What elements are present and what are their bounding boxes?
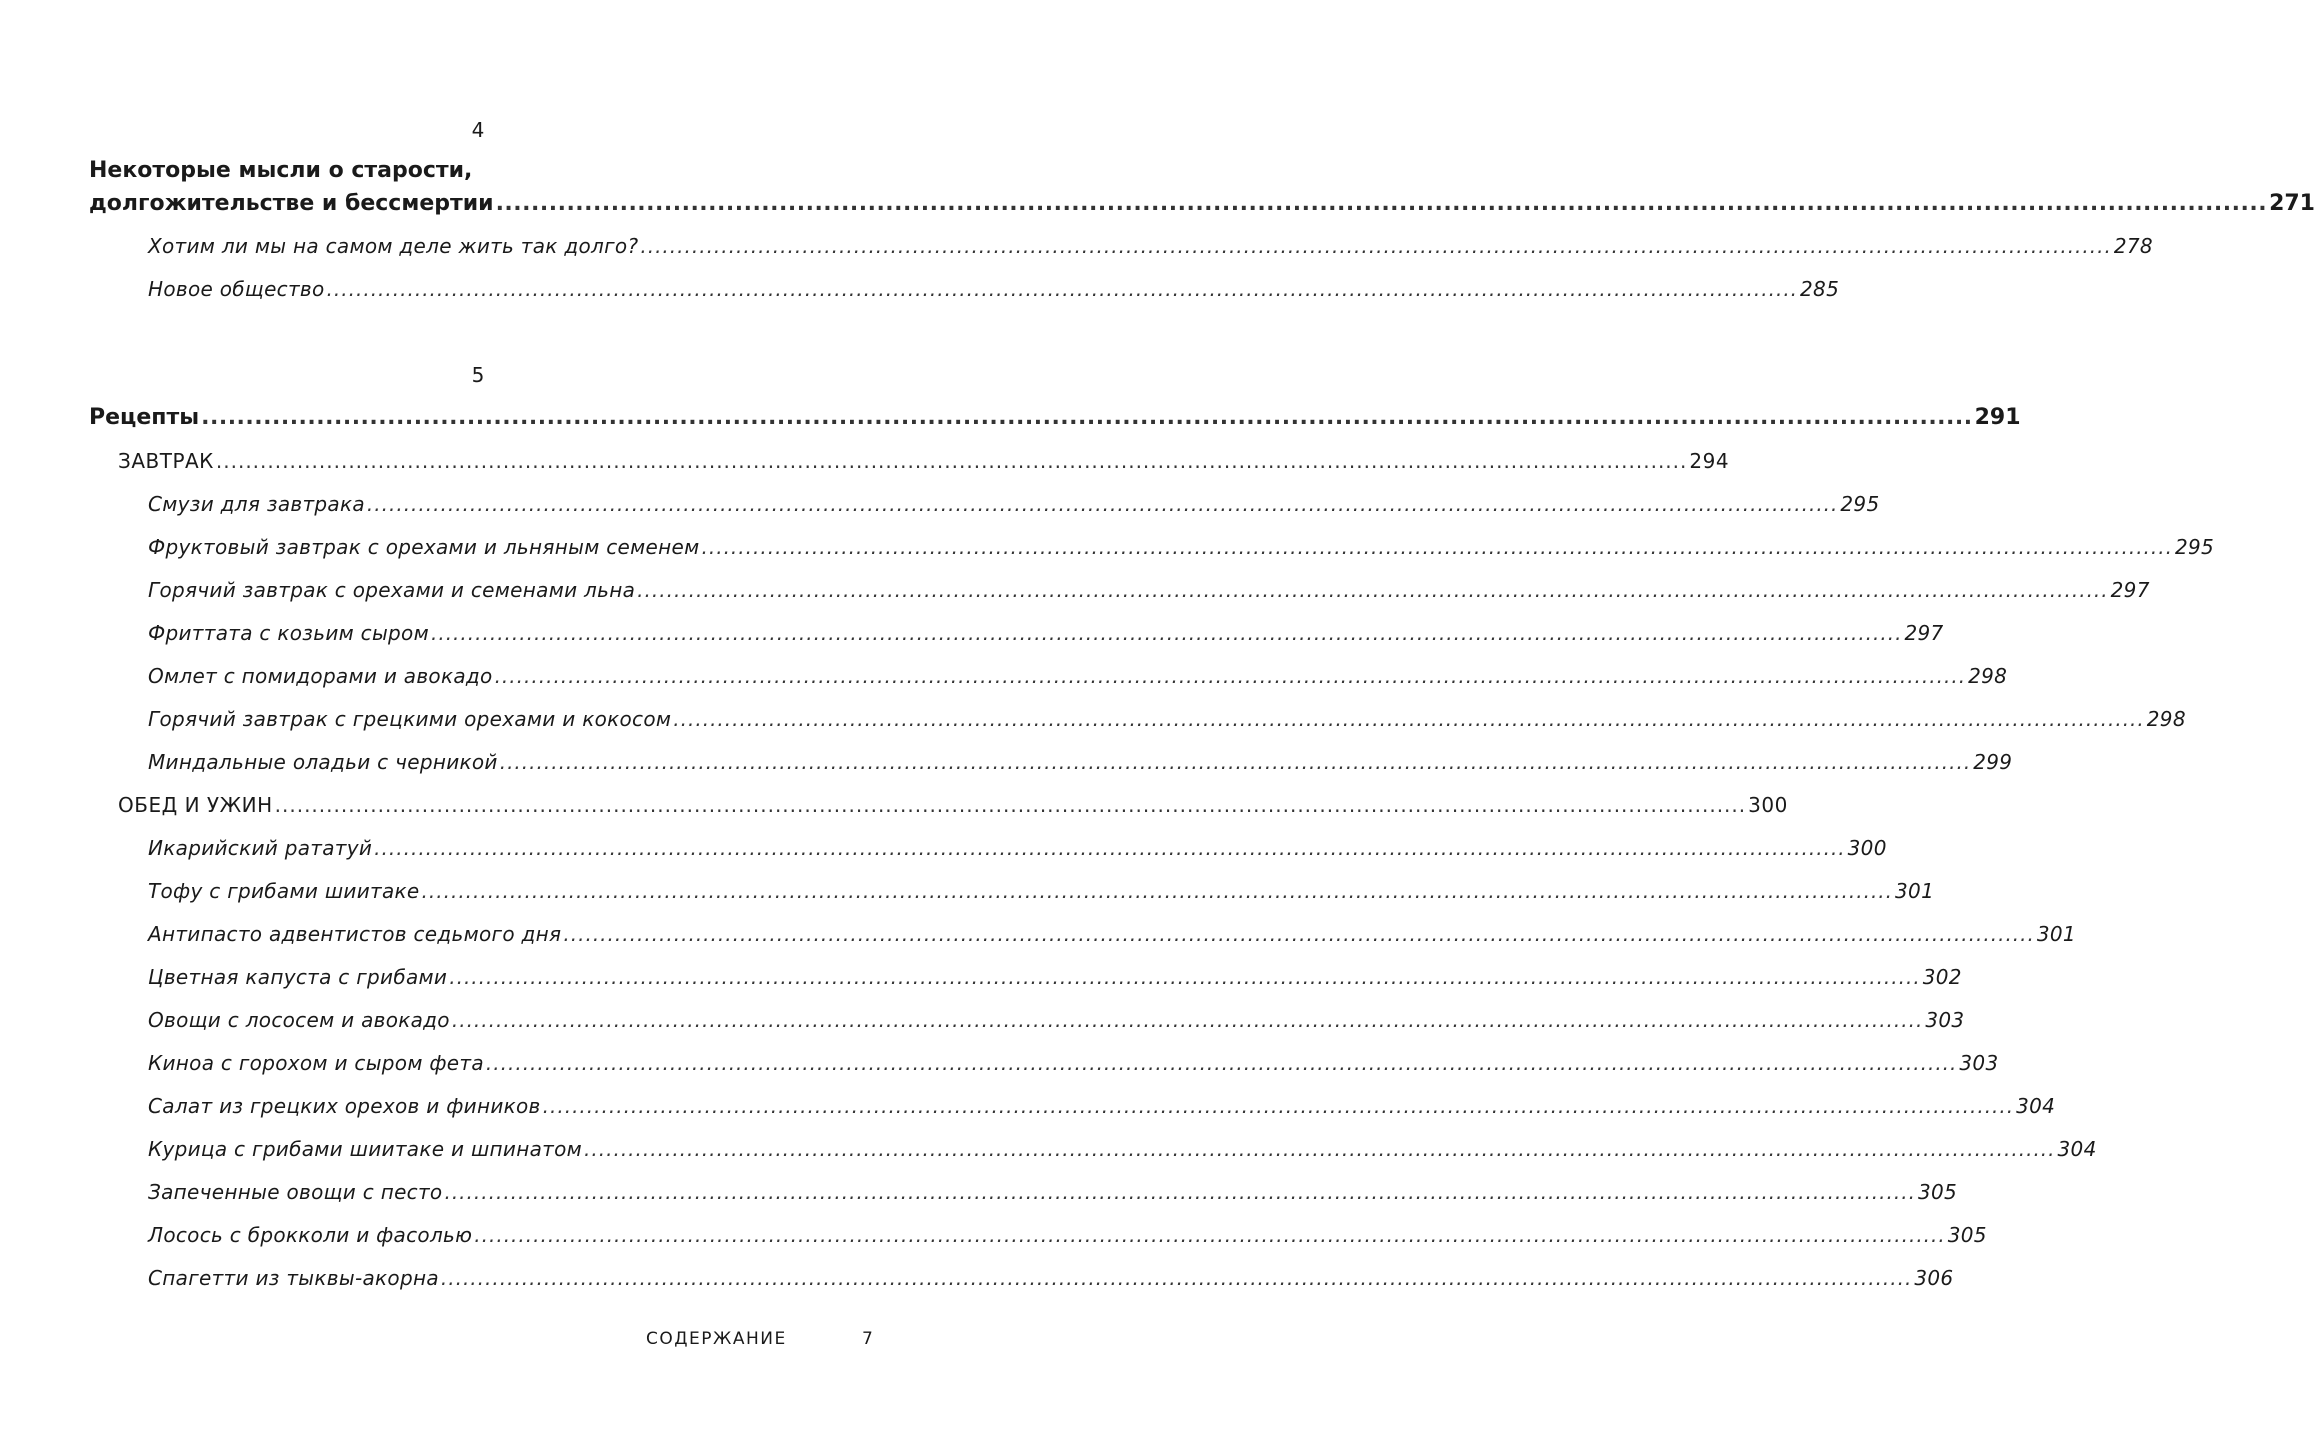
- item-title: Цветная капуста с грибами: [148, 965, 448, 989]
- part-number: 4: [471, 118, 485, 142]
- toc-item: [148, 663, 2008, 689]
- toc-item: [148, 577, 2150, 603]
- item-page: 301: [2036, 922, 2076, 946]
- toc-item: [148, 534, 2215, 560]
- item-page: 278: [2113, 234, 2153, 258]
- item-page: 285: [1800, 277, 1840, 301]
- leader-dots: ........................................................................................................................................................................................................: [499, 750, 1972, 774]
- leader-dots: ........................................................................................................................................................................................................: [542, 1094, 2015, 1118]
- item-title: Салат из грецких орехов и фиников: [148, 1094, 541, 1118]
- toc-item: [148, 706, 2186, 732]
- item-page: 306: [1914, 1266, 1954, 1290]
- chapter-title-line1: Некоторые мысли о старости,: [89, 158, 473, 183]
- item-page: 303: [1925, 1008, 1965, 1032]
- chapter-title: Рецепты: [89, 405, 200, 430]
- item-title: Курица с грибами шиитаке и шпинатом: [148, 1137, 583, 1161]
- item-page: 298: [1968, 664, 2008, 688]
- item-page: 304: [2016, 1094, 2056, 1118]
- leader-dots: ........................................................................................................................................................................................................: [444, 1180, 1916, 1204]
- item-title: Смузи для завтрака: [148, 492, 365, 516]
- chapter-page: 271: [2269, 191, 2315, 216]
- item-page: 295: [2174, 535, 2215, 559]
- leader-dots: ........................................................................................................................................................................................................: [563, 922, 2035, 946]
- item-title: Овощи с лососем и авокадо: [148, 1008, 450, 1032]
- item-title: Миндальные оладьи с черникой: [148, 750, 498, 774]
- section-entry: [118, 448, 1730, 474]
- item-title: Спагетти из тыквы-акорна: [148, 1266, 439, 1290]
- item-title: Омлет с помидорами и авокадо: [148, 664, 493, 688]
- toc-item: [148, 1093, 2056, 1119]
- leader-dots: ........................................................................................................................................................................................................: [374, 836, 1846, 860]
- toc-item: [148, 1265, 1954, 1291]
- leader-dots: ........................................................................................................................................................................................................: [366, 492, 1839, 516]
- item-page: 297: [2110, 578, 2150, 602]
- chapter-title-line2: долгожительстве и бессмертии: [89, 191, 494, 216]
- leader-dots: ........................................................................................................................................................................................................: [326, 277, 1799, 301]
- item-page: 304: [2057, 1137, 2097, 1161]
- leader-dots: ........................................................................................................................................................................................................: [640, 234, 2112, 258]
- toc-item: [148, 1222, 1987, 1248]
- leader-dots: ........................................................................................................................................................................................................: [673, 707, 2145, 731]
- leader-dots: ........................................................................................................................................................................................................: [485, 1051, 1958, 1075]
- leader-dots: ........................................................................................................................................................................................................: [449, 965, 1921, 989]
- chapter-entry: [89, 190, 2315, 218]
- item-title: Киноа с горохом и сыром фета: [148, 1051, 484, 1075]
- toc-item: [148, 620, 1944, 646]
- leader-dots: ........................................................................................................................................................................................................: [474, 1223, 1946, 1247]
- toc-item: [148, 233, 2153, 259]
- item-title: Фриттата с козьим сыром: [148, 621, 429, 645]
- leader-dots: ........................................................................................................................................................................................................: [421, 879, 1894, 903]
- chapter-page: 291: [1974, 405, 2021, 430]
- item-page: 298: [2146, 707, 2186, 731]
- toc-item: [148, 1050, 1999, 1076]
- leader-dots: ........................................................................................................................................................................................................: [451, 1008, 1924, 1032]
- leader-dots: ........................................................................................................................................................................................................: [495, 191, 2268, 216]
- item-title: Икарийский рататуй: [148, 836, 373, 860]
- item-title: Горячий завтрак с грецкими орехами и кокосом: [148, 707, 672, 731]
- toc-item: [148, 491, 1880, 517]
- section-title: ЗАВТРАК: [118, 449, 214, 473]
- item-page: 300: [1847, 836, 1887, 860]
- item-page: 303: [1959, 1051, 1999, 1075]
- toc-item: [148, 921, 2076, 947]
- item-title: Фруктовый завтрак с орехами и льняным семенем: [148, 535, 700, 559]
- item-title: Хотим ли мы на самом деле жить так долго?: [148, 234, 639, 258]
- toc-item: [148, 1007, 1965, 1033]
- toc-item: [148, 878, 1935, 904]
- item-title: Лосось с брокколи и фасолью: [148, 1223, 473, 1247]
- leader-dots: ........................................................................................................................................................................................................: [494, 664, 1967, 688]
- section-entry: [118, 792, 1788, 818]
- toc-item: [148, 1136, 2097, 1162]
- toc-item: [148, 835, 1887, 861]
- section-title: ОБЕД И УЖИН: [118, 793, 273, 817]
- item-title: Антипасто адвентистов седьмого дня: [148, 922, 562, 946]
- leader-dots: ........................................................................................................................................................................................................: [440, 1266, 1913, 1290]
- section-page: 300: [1748, 793, 1788, 817]
- item-page: 305: [1947, 1223, 1987, 1247]
- toc-item: [148, 1179, 1958, 1205]
- item-page: 305: [1917, 1180, 1958, 1204]
- page-number: 7: [862, 1329, 873, 1349]
- leader-dots: ........................................................................................................................................................................................................: [201, 405, 1973, 430]
- item-page: 301: [1895, 879, 1935, 903]
- leader-dots: ........................................................................................................................................................................................................: [274, 793, 1747, 817]
- item-title: Новое общество: [148, 277, 325, 301]
- toc-item: [148, 964, 1962, 990]
- item-page: 302: [1922, 965, 1962, 989]
- item-page: 295: [1840, 492, 1880, 516]
- chapter-entry: [89, 404, 2021, 432]
- leader-dots: ........................................................................................................................................................................................................: [430, 621, 1903, 645]
- toc-item: [148, 276, 1840, 302]
- toc-item: [148, 749, 2013, 775]
- item-title: Горячий завтрак с орехами и семенами льна: [148, 578, 636, 602]
- item-page: 299: [1973, 750, 2013, 774]
- item-title: Запеченные овощи с песто: [148, 1180, 443, 1204]
- leader-dots: ........................................................................................................................................................................................................: [584, 1137, 2056, 1161]
- leader-dots: ........................................................................................................................................................................................................: [637, 578, 2109, 602]
- leader-dots: ........................................................................................................................................................................................................: [701, 535, 2173, 559]
- leader-dots: ........................................................................................................................................................................................................: [215, 449, 1688, 473]
- running-title: СОДЕРЖАНИЕ: [646, 1329, 787, 1349]
- section-page: 294: [1689, 449, 1730, 473]
- item-page: 297: [1904, 621, 1944, 645]
- item-title: Тофу с грибами шиитаке: [148, 879, 420, 903]
- part-number: 5: [471, 363, 485, 387]
